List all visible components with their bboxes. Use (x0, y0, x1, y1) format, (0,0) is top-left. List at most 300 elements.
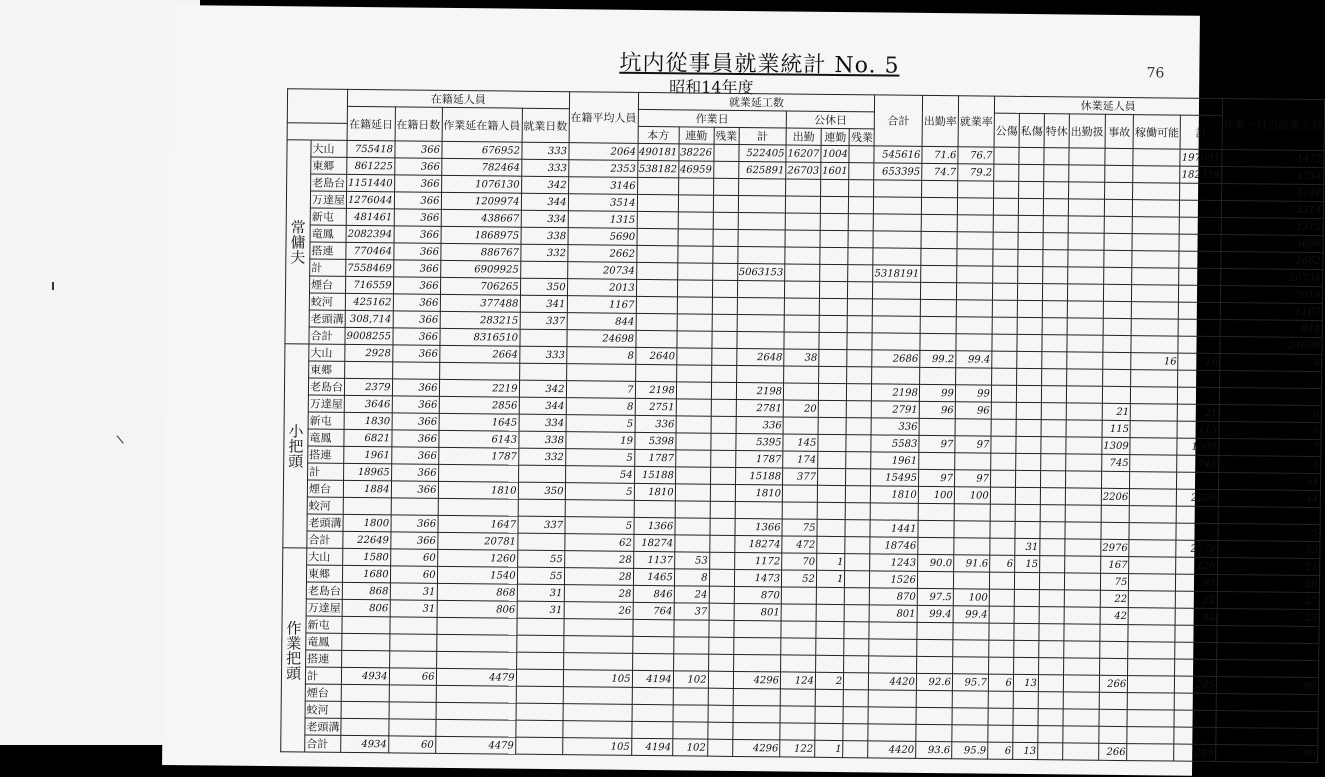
table-cell: 366 (394, 226, 441, 243)
table-cell (1066, 369, 1102, 386)
table-cell (1128, 659, 1175, 676)
table-cell (1041, 403, 1066, 420)
table-cell (819, 332, 848, 349)
table-cell: 27 (1217, 591, 1319, 609)
table-cell: 54 (565, 466, 634, 484)
table-cell (952, 657, 988, 674)
table-cell (736, 331, 784, 348)
row-label: 新屯 (306, 616, 342, 633)
table-cell (845, 520, 870, 537)
table-cell (1132, 234, 1179, 251)
table-cell (1128, 625, 1175, 642)
table-cell (780, 723, 815, 740)
table-cell (1180, 200, 1221, 217)
table-cell (820, 196, 849, 213)
table-cell (1042, 301, 1067, 318)
table-cell (785, 196, 820, 213)
table-cell: 344 (521, 193, 568, 210)
table-cell (917, 571, 953, 588)
table-cell (1102, 369, 1131, 386)
table-cell (1069, 165, 1105, 182)
table-cell: 28 (564, 551, 633, 569)
table-cell (873, 282, 921, 299)
table-cell (1017, 283, 1042, 300)
table-cell: 366 (394, 141, 441, 158)
table-cell (516, 669, 563, 686)
table-cell (733, 688, 781, 705)
col-group-absent: 休業延人員 (994, 96, 1222, 115)
table-cell: 182328 (1180, 166, 1221, 183)
row-label: 万達屋 (306, 599, 342, 616)
table-cell (844, 673, 869, 690)
table-cell (1175, 693, 1216, 710)
table-cell (389, 685, 436, 702)
row-label: 大山 (309, 344, 345, 361)
table-cell (1104, 216, 1133, 233)
table-cell (819, 315, 848, 332)
table-cell (1066, 437, 1102, 454)
row-label: 東郷 (311, 157, 347, 174)
table-cell: 99.4 (917, 605, 953, 622)
table-cell (1013, 708, 1038, 725)
row-label: 計 (310, 259, 346, 276)
table-cell (874, 197, 922, 214)
row-label: 万達屋 (310, 191, 346, 208)
table-cell (1013, 657, 1038, 674)
table-cell (1100, 624, 1129, 641)
table-cell: 96 (955, 402, 991, 419)
table-cell: 350 (520, 278, 567, 295)
table-cell (563, 619, 632, 637)
table-cell: 126 (1176, 557, 1217, 574)
table-cell (819, 298, 848, 315)
table-cell (1068, 199, 1104, 216)
table-cell: 7 (566, 381, 635, 399)
table-cell (520, 261, 567, 278)
table-cell (676, 382, 711, 399)
table-cell: 99 (1216, 676, 1318, 694)
table-cell: 2662 (1220, 252, 1322, 270)
table-cell: 5 (565, 449, 634, 467)
table-cell (712, 246, 737, 263)
table-cell (1177, 472, 1218, 489)
table-cell (735, 501, 783, 518)
table-cell: 55 (517, 550, 564, 567)
table-cell: 366 (391, 464, 438, 481)
table-cell (1068, 267, 1104, 284)
table-cell (783, 383, 818, 400)
table-cell (1043, 250, 1068, 267)
table-cell: 99.4 (953, 606, 989, 623)
table-cell (710, 484, 735, 501)
table-cell: 7558469 (346, 259, 394, 276)
table-cell (738, 212, 786, 229)
table-cell (816, 587, 845, 604)
table-cell (1066, 454, 1102, 471)
table-cell (993, 266, 1018, 283)
table-cell (845, 571, 870, 588)
table-cell: 2198 (635, 381, 676, 398)
table-cell (845, 554, 870, 571)
row-label: 老頭溝 (309, 310, 345, 327)
table-cell (781, 621, 816, 638)
table-cell (709, 535, 734, 552)
table-cell (388, 719, 435, 736)
table-cell: 1645 (439, 413, 519, 431)
table-cell (1127, 744, 1174, 761)
table-cell (565, 500, 634, 518)
table-cell: 1309 (1102, 437, 1131, 454)
table-cell: 60 (390, 566, 437, 583)
table-cell: 338 (521, 227, 568, 244)
table-cell (1016, 453, 1041, 470)
table-cell: 6909925 (440, 260, 520, 278)
table-cell (436, 634, 516, 652)
table-cell (709, 552, 734, 569)
col-work-0: 本方 (638, 126, 679, 143)
table-cell (1016, 385, 1041, 402)
table-cell (708, 637, 733, 654)
table-cell (1014, 623, 1039, 640)
table-cell (990, 487, 1015, 504)
table-cell: 97 (954, 470, 990, 487)
table-cell (785, 247, 820, 264)
table-cell (518, 465, 565, 482)
row-label: 合計 (305, 735, 341, 752)
table-cell (713, 212, 738, 229)
table-cell: 22649 (343, 531, 391, 548)
table-cell (869, 639, 917, 656)
table-cell (676, 433, 711, 450)
table-cell (1067, 352, 1103, 369)
table-cell: 13 (1013, 674, 1038, 691)
table-cell: 4296 (732, 739, 780, 756)
table-cell: 5398 (634, 432, 675, 449)
table-cell (849, 197, 874, 214)
row-label: 竜鳳 (308, 429, 344, 446)
table-cell (957, 181, 993, 198)
table-cell (1103, 301, 1132, 318)
table-cell: 102 (672, 739, 707, 756)
table-cell (873, 231, 921, 248)
table-cell (1014, 572, 1039, 589)
table-cell (1038, 658, 1063, 675)
table-cell: 167 (1101, 556, 1130, 573)
table-cell (1128, 608, 1175, 625)
table-cell (1015, 470, 1040, 487)
table-cell: 42 (1175, 608, 1216, 625)
table-cell: 100 (918, 486, 954, 503)
table-cell (637, 194, 678, 211)
table-cell (994, 164, 1019, 181)
table-cell (1104, 199, 1133, 216)
table-cell: 1076130 (441, 175, 521, 193)
row-label: 計 (305, 667, 341, 684)
table-cell (817, 502, 846, 519)
col-absent-0: 公傷 (994, 113, 1019, 147)
table-cell (1066, 420, 1102, 437)
table-cell (516, 618, 563, 635)
table-cell (636, 279, 677, 296)
table-cell (675, 535, 710, 552)
table-cell (708, 671, 733, 688)
table-cell (817, 536, 846, 553)
table-cell: 16 (1131, 353, 1178, 370)
table-cell: 38 (784, 349, 819, 366)
table-cell: 425162 (345, 293, 393, 310)
table-cell: 764 (633, 602, 674, 619)
table-cell (1099, 692, 1128, 709)
table-cell (1017, 351, 1042, 368)
table-cell (872, 316, 920, 333)
table-cell (993, 232, 1018, 249)
table-cell: 2206 (1177, 489, 1218, 506)
table-cell (677, 314, 712, 331)
table-cell: 625891 (738, 161, 786, 178)
table-cell (1130, 438, 1177, 455)
table-cell (713, 195, 738, 212)
table-cell (634, 500, 675, 517)
table-cell (516, 635, 563, 652)
table-cell (708, 654, 733, 671)
table-cell (711, 399, 736, 416)
table-cell (676, 365, 711, 382)
table-cell: 145 (783, 434, 818, 451)
table-cell: 99.2 (920, 350, 956, 367)
col-absent-1: 私傷 (1019, 113, 1044, 147)
table-cell (632, 704, 673, 721)
table-cell (436, 617, 516, 635)
table-cell (847, 401, 872, 418)
table-cell (921, 231, 957, 248)
table-cell (818, 451, 847, 468)
table-cell (1101, 522, 1130, 539)
table-cell: 366 (393, 277, 440, 294)
table-cell (737, 280, 785, 297)
table-cell: 2976 (1101, 539, 1130, 556)
table-cell (710, 518, 735, 535)
row-label: 竜鳳 (310, 225, 346, 242)
table-cell (957, 266, 993, 283)
table-cell: 24 (674, 586, 709, 603)
col-work-2: 残業 (714, 127, 739, 144)
table-cell (1130, 489, 1177, 506)
table-cell (1180, 217, 1221, 234)
table-cell (846, 486, 871, 503)
table-cell: 1800 (343, 514, 391, 531)
table-cell (1044, 148, 1069, 165)
table-cell (389, 702, 436, 719)
table-cell: 97 (918, 469, 954, 486)
table-cell: 4296 (733, 671, 781, 688)
table-cell (847, 316, 872, 333)
table-cell: 844 (567, 313, 636, 331)
table-cell (712, 314, 737, 331)
table-cell: 197091 (1180, 149, 1221, 166)
table-cell: 124 (780, 672, 815, 689)
table-cell (1127, 710, 1174, 727)
table-cell: 716559 (345, 276, 393, 293)
table-cell: 28 (564, 585, 633, 603)
table-cell (1016, 419, 1041, 436)
table-cell (1019, 164, 1044, 181)
table-cell (632, 636, 673, 653)
table-cell: 96 (919, 401, 955, 418)
table-cell (1018, 198, 1043, 215)
table-cell (1042, 335, 1067, 352)
table-cell (389, 617, 436, 634)
col-total: 合計 (874, 95, 922, 146)
table-cell: 366 (391, 481, 438, 498)
table-cell (815, 706, 844, 723)
table-cell (848, 282, 873, 299)
table-cell: 490181 (637, 143, 678, 160)
table-cell: 2198 (872, 384, 920, 401)
table-cell (1131, 404, 1178, 421)
table-cell (1041, 437, 1066, 454)
table-cell: 868 (437, 583, 517, 601)
table-cell (737, 314, 785, 331)
table-cell (1219, 388, 1321, 406)
table-cell: 31 (390, 583, 437, 600)
table-cell: 1 (815, 740, 844, 757)
ink-mark (52, 282, 54, 290)
table-cell: 93.6 (916, 741, 952, 758)
row-label: 煙台 (309, 276, 345, 293)
table-cell (993, 181, 1018, 198)
table-cell (738, 195, 786, 212)
table-cell: 886767 (440, 243, 520, 261)
row-label: 老頭溝 (307, 514, 343, 531)
table-cell: 6821 (344, 429, 392, 446)
table-cell (1102, 386, 1131, 403)
table-cell (1131, 319, 1178, 336)
table-cell (732, 722, 780, 739)
table-cell (1099, 658, 1128, 675)
table-cell: 1137 (633, 551, 674, 568)
table-cell (341, 718, 389, 735)
table-cell (1131, 336, 1178, 353)
table-cell (957, 215, 993, 232)
table-cell: 75 (782, 519, 817, 536)
table-cell (845, 537, 870, 554)
table-cell: 6143 (438, 430, 518, 448)
table-cell: 377488 (440, 294, 520, 312)
col-absent-3: 出勤扱 (1069, 114, 1105, 148)
table-cell (818, 366, 847, 383)
table-cell: 770464 (346, 242, 394, 259)
table-cell (991, 419, 1016, 436)
table-cell (1043, 199, 1068, 216)
table-cell (780, 689, 815, 706)
table-cell: 1526 (870, 571, 918, 588)
table-cell (733, 637, 781, 654)
table-cell: 1961 (344, 446, 392, 463)
table-cell (1104, 267, 1133, 284)
table-cell: 2013 (567, 279, 636, 297)
table-cell: 76.7 (958, 147, 994, 164)
table-cell: 4479 (435, 736, 515, 754)
table-cell: 31 (517, 584, 564, 601)
table-cell (957, 249, 993, 266)
table-cell (563, 687, 632, 705)
table-cell (1175, 659, 1216, 676)
table-cell (675, 518, 710, 535)
table-cell (516, 652, 563, 669)
table-cell (673, 705, 708, 722)
table-cell: 1441 (870, 520, 918, 537)
table-cell (994, 147, 1019, 164)
row-label: 大山 (307, 548, 343, 565)
table-cell (843, 707, 868, 724)
table-cell (711, 382, 736, 399)
table-cell (341, 684, 389, 701)
table-cell (916, 656, 952, 673)
table-cell (781, 604, 816, 621)
table-cell (1041, 454, 1066, 471)
table-cell (844, 656, 869, 673)
table-cell (1067, 284, 1103, 301)
table-cell (516, 686, 563, 703)
table-cell (1068, 182, 1104, 199)
table-cell (815, 689, 844, 706)
table-cell: 15188 (634, 466, 675, 483)
table-cell: 22 (1100, 590, 1129, 607)
table-cell: 285 (1174, 744, 1215, 761)
table-cell (709, 586, 734, 603)
table-cell: 21 (1217, 557, 1319, 575)
row-label: 大山 (311, 140, 347, 157)
table-cell (1065, 488, 1101, 505)
table-cell (815, 655, 844, 672)
table-cell (1016, 436, 1041, 453)
table-cell (849, 146, 874, 163)
table-cell: 2791 (872, 401, 920, 418)
table-cell (1103, 352, 1132, 369)
table-cell (1129, 591, 1176, 608)
table-cell (1128, 676, 1175, 693)
group-label: 常傭夫 (285, 140, 311, 344)
table-cell (1216, 642, 1318, 660)
table-cell (989, 572, 1014, 589)
table-cell (708, 688, 733, 705)
table-cell: 366 (391, 447, 438, 464)
table-cell (784, 315, 819, 332)
table-cell: 1787 (735, 450, 783, 467)
table-cell: 18965 (344, 463, 392, 480)
table-cell (869, 622, 917, 639)
table-cell (678, 212, 713, 229)
table-cell (952, 725, 988, 742)
table-cell (1129, 506, 1176, 523)
table-cell: 366 (394, 175, 441, 192)
table-cell: 3514 (568, 194, 637, 212)
table-cell: 332 (518, 448, 565, 465)
table-cell: 20 (783, 400, 818, 417)
table-cell (1174, 710, 1215, 727)
table-cell: 1315 (568, 211, 637, 229)
table-cell (954, 504, 990, 521)
table-cell (990, 504, 1015, 521)
table-cell (1133, 183, 1180, 200)
table-cell: 8316510 (439, 328, 519, 346)
table-cell: 21 (1102, 403, 1131, 420)
table-cell: 5 (566, 415, 635, 433)
table-cell: 870 (870, 588, 918, 605)
table-cell (955, 368, 991, 385)
table-cell (637, 177, 678, 194)
table-cell (846, 469, 871, 486)
